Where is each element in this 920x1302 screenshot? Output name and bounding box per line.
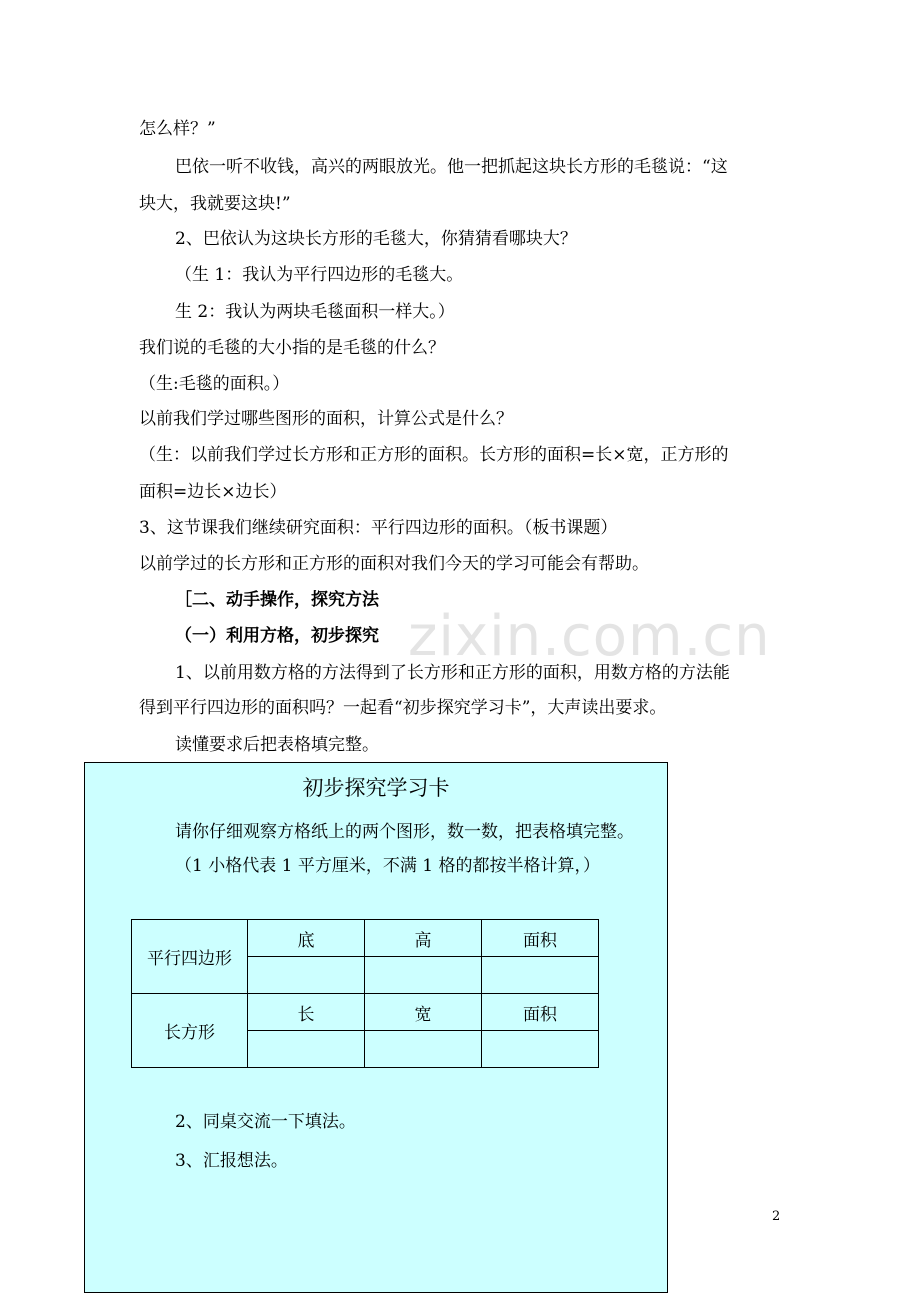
column-header: 高 [365,920,482,957]
subsection-heading: （一）利用方格，初步探究 [175,626,379,646]
paragraph: 以前我们学过哪些图形的面积，计算公式是什么？ [139,409,513,429]
shape-label: 长方形 [132,994,248,1068]
blank-cell [248,957,365,994]
blank-cell [248,1031,365,1068]
card-note: （1 小格代表 1 平方厘米，不满 1 格的都按半格计算，） [175,856,600,876]
shape-label: 平行四边形 [132,920,248,994]
paragraph: 巴依一听不收钱，高兴的两眼放光。他一把抓起这块长方形的毛毯说：“这 [175,157,728,177]
paragraph: 2、巴依认为这块长方形的毛毯大，你猜猜看哪块大？ [175,229,577,249]
learning-card [84,762,668,1293]
paragraph: （生:毛毯的面积。） [139,374,290,394]
paragraph: 读懂要求后把表格填完整。 [175,735,379,755]
paragraph: （生 1：我认为平行四边形的毛毯大。 [175,265,464,285]
blank-cell [365,1031,482,1068]
card-title: 初步探究学习卡 [302,776,450,800]
paragraph: 怎么样？” [139,119,216,139]
column-header: 底 [248,920,365,957]
paragraph: （生：以前我们学过长方形和正方形的面积。长方形的面积=长×宽，正方形的 [139,445,729,465]
section-heading: ［二、动手操作，探究方法 [175,590,379,610]
blank-cell [482,957,599,994]
column-header: 宽 [365,994,482,1031]
column-header: 面积 [482,994,599,1031]
paragraph: 3、这节课我们继续研究面积：平行四边形的面积。（板书课题） [139,518,618,538]
paragraph: 块大，我就要这块!” [139,194,291,214]
paragraph: 1、以前用数方格的方法得到了长方形和正方形的面积，用数方格的方法能 [175,663,730,683]
card-instruction: 请你仔细观察方格纸上的两个图形，数一数，把表格填完整。 [175,822,634,842]
paragraph: 面积=边长×边长） [139,482,287,502]
column-header: 面积 [482,920,599,957]
paragraph: 得到平行四边形的面积吗？一起看“初步探究学习卡”，大声读出要求。 [139,698,667,718]
column-header: 长 [248,994,365,1031]
table-row [132,994,599,1031]
watermark-text: zixin.com.cn [408,604,771,669]
area-table [131,919,599,1068]
card-step: 2、同桌交流一下填法。 [175,1112,356,1132]
paragraph: 我们说的毛毯的大小指的是毛毯的什么？ [139,338,445,358]
blank-cell [482,1031,599,1068]
card-step: 3、汇报想法。 [175,1151,288,1171]
page-number: 2 [772,1209,781,1224]
paragraph: 以前学过的长方形和正方形的面积对我们今天的学习可能会有帮助。 [139,554,649,574]
paragraph: 生 2：我认为两块毛毯面积一样大。） [175,302,455,322]
blank-cell [365,957,482,994]
table-row [132,920,599,957]
